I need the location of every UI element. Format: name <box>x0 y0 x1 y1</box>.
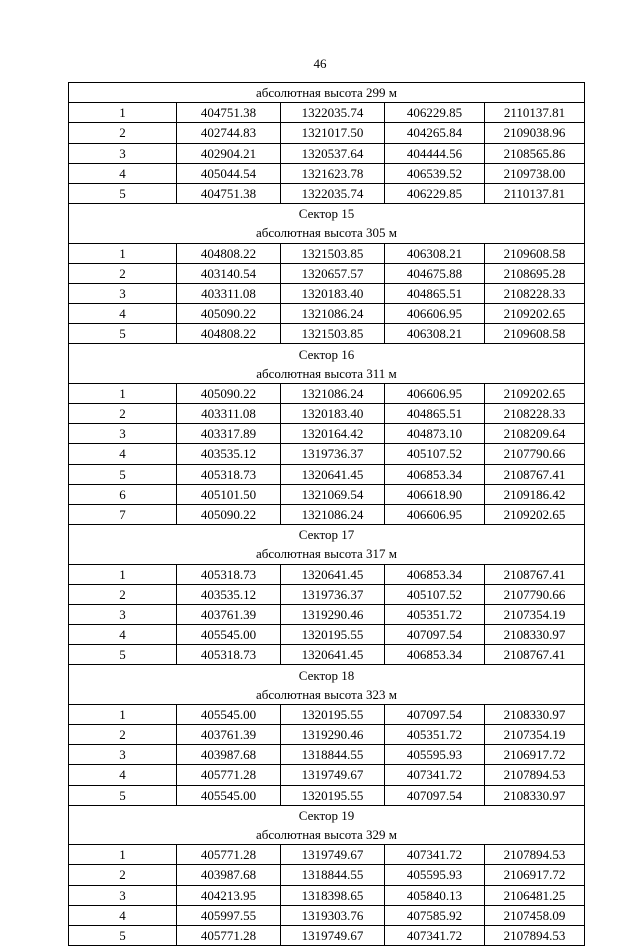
coord-x1-cell: 403311.08 <box>177 283 281 303</box>
coord-x2-cell: 406229.85 <box>385 183 485 203</box>
coord-y2-cell: 2107458.09 <box>485 905 585 925</box>
coord-y1-cell: 1321086.24 <box>281 383 385 403</box>
point-number-cell: 1 <box>69 564 177 584</box>
point-number-cell: 3 <box>69 424 177 444</box>
coord-x2-cell: 406308.21 <box>385 243 485 263</box>
coord-y2-cell: 2107354.19 <box>485 604 585 624</box>
point-number-cell: 3 <box>69 143 177 163</box>
point-number-cell: 1 <box>69 845 177 865</box>
coord-y2-cell: 2108228.33 <box>485 283 585 303</box>
coord-x2-cell: 406618.90 <box>385 484 485 504</box>
coord-x2-cell: 405107.52 <box>385 584 485 604</box>
coord-y1-cell: 1320641.45 <box>281 464 385 484</box>
point-number-cell: 1 <box>69 704 177 724</box>
table-row <box>69 383 585 403</box>
table-row <box>69 584 585 604</box>
altitude-row <box>69 364 585 384</box>
table-row <box>69 163 585 183</box>
table-row <box>69 905 585 925</box>
coord-x1-cell: 405771.28 <box>177 925 281 945</box>
coord-y2-cell: 2107894.53 <box>485 845 585 865</box>
point-number-cell: 5 <box>69 785 177 805</box>
table-row <box>69 424 585 444</box>
table-row <box>69 484 585 504</box>
coord-x1-cell: 404213.95 <box>177 885 281 905</box>
coord-y2-cell: 2108565.86 <box>485 143 585 163</box>
coord-y2-cell: 2106917.72 <box>485 745 585 765</box>
coord-y2-cell: 2107894.53 <box>485 925 585 945</box>
table-row <box>69 785 585 805</box>
coord-y1-cell: 1319749.67 <box>281 765 385 785</box>
coord-x1-cell: 405044.54 <box>177 163 281 183</box>
coord-x1-cell: 403317.89 <box>177 424 281 444</box>
sector-title: Сектор 19 <box>69 805 585 825</box>
coord-y1-cell: 1321017.50 <box>281 123 385 143</box>
coord-y1-cell: 1320641.45 <box>281 645 385 665</box>
coord-y2-cell: 2109608.58 <box>485 243 585 263</box>
coord-y2-cell: 2108209.64 <box>485 424 585 444</box>
altitude-label: абсолютная высота 311 м <box>69 364 585 384</box>
coord-y2-cell: 2108330.97 <box>485 785 585 805</box>
coord-x1-cell: 404808.22 <box>177 324 281 344</box>
coord-y2-cell: 2106481.25 <box>485 885 585 905</box>
coord-x2-cell: 406308.21 <box>385 324 485 344</box>
coord-x1-cell: 403987.68 <box>177 865 281 885</box>
coord-y1-cell: 1320183.40 <box>281 283 385 303</box>
point-number-cell: 4 <box>69 163 177 183</box>
sector-header-row <box>69 204 585 224</box>
coord-x2-cell: 406539.52 <box>385 163 485 183</box>
coord-x2-cell: 406229.85 <box>385 103 485 123</box>
coord-y2-cell: 2108695.28 <box>485 263 585 283</box>
coord-x2-cell: 406853.34 <box>385 645 485 665</box>
coord-x1-cell: 403535.12 <box>177 584 281 604</box>
coord-x2-cell: 405595.93 <box>385 745 485 765</box>
table-row <box>69 183 585 203</box>
table-row <box>69 324 585 344</box>
coord-x2-cell: 407585.92 <box>385 905 485 925</box>
coord-x2-cell: 405351.72 <box>385 725 485 745</box>
coord-y2-cell: 2108767.41 <box>485 464 585 484</box>
table-row <box>69 645 585 665</box>
point-number-cell: 3 <box>69 604 177 624</box>
coord-y2-cell: 2108767.41 <box>485 645 585 665</box>
point-number-cell: 7 <box>69 504 177 524</box>
coord-x2-cell: 404873.10 <box>385 424 485 444</box>
sector-title: Сектор 16 <box>69 344 585 364</box>
coord-x1-cell: 403140.54 <box>177 263 281 283</box>
coord-y2-cell: 2109038.96 <box>485 123 585 143</box>
coord-y1-cell: 1322035.74 <box>281 183 385 203</box>
altitude-label: абсолютная высота 329 м <box>69 825 585 845</box>
altitude-row <box>69 544 585 564</box>
point-number-cell: 2 <box>69 263 177 283</box>
table-row <box>69 725 585 745</box>
coord-x2-cell: 404675.88 <box>385 263 485 283</box>
coord-x2-cell: 404865.51 <box>385 404 485 424</box>
coord-x2-cell: 406853.34 <box>385 564 485 584</box>
coord-y2-cell: 2108330.97 <box>485 704 585 724</box>
altitude-label: абсолютная высота 305 м <box>69 223 585 243</box>
sector-title: Сектор 15 <box>69 204 585 224</box>
table-row <box>69 123 585 143</box>
coord-x1-cell: 404751.38 <box>177 183 281 203</box>
table-row <box>69 885 585 905</box>
coord-x1-cell: 405090.22 <box>177 304 281 324</box>
coord-y2-cell: 2108228.33 <box>485 404 585 424</box>
coord-x1-cell: 405545.00 <box>177 704 281 724</box>
coord-y1-cell: 1321069.54 <box>281 484 385 504</box>
table-row <box>69 103 585 123</box>
coord-y1-cell: 1319749.67 <box>281 925 385 945</box>
table-row <box>69 444 585 464</box>
point-number-cell: 3 <box>69 283 177 303</box>
point-number-cell: 3 <box>69 885 177 905</box>
coord-x1-cell: 403987.68 <box>177 745 281 765</box>
coord-x1-cell: 405101.50 <box>177 484 281 504</box>
coord-x1-cell: 405771.28 <box>177 765 281 785</box>
table-row <box>69 283 585 303</box>
coord-y2-cell: 2107790.66 <box>485 444 585 464</box>
point-number-cell: 4 <box>69 905 177 925</box>
coord-y2-cell: 2109738.00 <box>485 163 585 183</box>
coord-y2-cell: 2107790.66 <box>485 584 585 604</box>
coord-y1-cell: 1319303.76 <box>281 905 385 925</box>
coord-y2-cell: 2109186.42 <box>485 484 585 504</box>
coord-y1-cell: 1319290.46 <box>281 725 385 745</box>
altitude-row <box>69 825 585 845</box>
coord-x1-cell: 402904.21 <box>177 143 281 163</box>
coordinates-table-body <box>69 83 585 946</box>
coord-x2-cell: 407097.54 <box>385 704 485 724</box>
point-number-cell: 2 <box>69 865 177 885</box>
coord-x2-cell: 405595.93 <box>385 865 485 885</box>
point-number-cell: 1 <box>69 103 177 123</box>
coord-x2-cell: 405840.13 <box>385 885 485 905</box>
altitude-label: абсолютная высота 323 м <box>69 685 585 705</box>
coord-y1-cell: 1320195.55 <box>281 704 385 724</box>
coord-x2-cell: 407341.72 <box>385 925 485 945</box>
coord-y2-cell: 2109608.58 <box>485 324 585 344</box>
coord-y1-cell: 1320195.55 <box>281 785 385 805</box>
coord-y1-cell: 1321086.24 <box>281 504 385 524</box>
coord-y1-cell: 1321503.85 <box>281 324 385 344</box>
coord-x2-cell: 406606.95 <box>385 304 485 324</box>
coord-y1-cell: 1320537.64 <box>281 143 385 163</box>
point-number-cell: 2 <box>69 404 177 424</box>
coord-x1-cell: 405090.22 <box>177 504 281 524</box>
coord-y1-cell: 1321503.85 <box>281 243 385 263</box>
coord-x1-cell: 405318.73 <box>177 464 281 484</box>
coord-y1-cell: 1319736.37 <box>281 584 385 604</box>
coord-x1-cell: 402744.83 <box>177 123 281 143</box>
page-number: 46 <box>313 56 327 71</box>
coord-y1-cell: 1318844.55 <box>281 745 385 765</box>
altitude-row <box>69 685 585 705</box>
coord-x1-cell: 404751.38 <box>177 103 281 123</box>
coord-y2-cell: 2109202.65 <box>485 504 585 524</box>
coord-x1-cell: 405545.00 <box>177 785 281 805</box>
coord-y1-cell: 1320641.45 <box>281 564 385 584</box>
sector-header-row <box>69 665 585 685</box>
point-number-cell: 2 <box>69 725 177 745</box>
coord-y1-cell: 1320183.40 <box>281 404 385 424</box>
point-number-cell: 5 <box>69 464 177 484</box>
coord-y1-cell: 1320657.57 <box>281 263 385 283</box>
coord-x2-cell: 407341.72 <box>385 765 485 785</box>
coord-x2-cell: 406606.95 <box>385 383 485 403</box>
coord-x1-cell: 405997.55 <box>177 905 281 925</box>
point-number-cell: 2 <box>69 123 177 143</box>
coord-y2-cell: 2110137.81 <box>485 183 585 203</box>
coord-y1-cell: 1319749.67 <box>281 845 385 865</box>
point-number-cell: 6 <box>69 484 177 504</box>
coord-x1-cell: 403311.08 <box>177 404 281 424</box>
coord-y2-cell: 2106917.72 <box>485 865 585 885</box>
table-row <box>69 925 585 945</box>
point-number-cell: 5 <box>69 183 177 203</box>
sector-title: Сектор 18 <box>69 665 585 685</box>
coord-y2-cell: 2109202.65 <box>485 304 585 324</box>
coord-x2-cell: 405107.52 <box>385 444 485 464</box>
coord-x1-cell: 403761.39 <box>177 604 281 624</box>
altitude-row <box>69 223 585 243</box>
coord-y2-cell: 2107354.19 <box>485 725 585 745</box>
table-row <box>69 745 585 765</box>
table-row <box>69 765 585 785</box>
coord-x2-cell: 405351.72 <box>385 604 485 624</box>
point-number-cell: 4 <box>69 304 177 324</box>
table-row <box>69 464 585 484</box>
coord-y1-cell: 1318398.65 <box>281 885 385 905</box>
table-row <box>69 564 585 584</box>
point-number-cell: 1 <box>69 243 177 263</box>
sector-header-row <box>69 344 585 364</box>
point-number-cell: 3 <box>69 745 177 765</box>
table-row <box>69 625 585 645</box>
altitude-label: абсолютная высота 317 м <box>69 544 585 564</box>
coord-y1-cell: 1321623.78 <box>281 163 385 183</box>
coord-x2-cell: 407097.54 <box>385 785 485 805</box>
table-row <box>69 504 585 524</box>
coord-x1-cell: 405545.00 <box>177 625 281 645</box>
coord-y2-cell: 2108330.97 <box>485 625 585 645</box>
coord-x2-cell: 404865.51 <box>385 283 485 303</box>
coord-x2-cell: 404444.56 <box>385 143 485 163</box>
coord-y2-cell: 2109202.65 <box>485 383 585 403</box>
coord-x1-cell: 405771.28 <box>177 845 281 865</box>
point-number-cell: 1 <box>69 383 177 403</box>
coord-y1-cell: 1319290.46 <box>281 604 385 624</box>
coord-y1-cell: 1322035.74 <box>281 103 385 123</box>
table-row <box>69 704 585 724</box>
point-number-cell: 5 <box>69 324 177 344</box>
coord-x2-cell: 406853.34 <box>385 464 485 484</box>
coordinates-table <box>68 82 585 946</box>
altitude-row <box>69 83 585 103</box>
coord-y2-cell: 2108767.41 <box>485 564 585 584</box>
point-number-cell: 5 <box>69 645 177 665</box>
table-row <box>69 404 585 424</box>
coord-y1-cell: 1320195.55 <box>281 625 385 645</box>
coord-y1-cell: 1320164.42 <box>281 424 385 444</box>
table-row <box>69 845 585 865</box>
point-number-cell: 4 <box>69 765 177 785</box>
coord-x2-cell: 407097.54 <box>385 625 485 645</box>
table-row <box>69 143 585 163</box>
coord-x1-cell: 405090.22 <box>177 383 281 403</box>
coord-x1-cell: 405318.73 <box>177 564 281 584</box>
sector-title: Сектор 17 <box>69 525 585 545</box>
coord-x2-cell: 406606.95 <box>385 504 485 524</box>
coord-y2-cell: 2107894.53 <box>485 765 585 785</box>
table-row <box>69 304 585 324</box>
point-number-cell: 2 <box>69 584 177 604</box>
point-number-cell: 4 <box>69 625 177 645</box>
table-row <box>69 263 585 283</box>
coord-x2-cell: 404265.84 <box>385 123 485 143</box>
coord-x1-cell: 403761.39 <box>177 725 281 745</box>
table-row <box>69 604 585 624</box>
coord-x1-cell: 403535.12 <box>177 444 281 464</box>
coord-y1-cell: 1319736.37 <box>281 444 385 464</box>
coord-y2-cell: 2110137.81 <box>485 103 585 123</box>
point-number-cell: 4 <box>69 444 177 464</box>
table-row <box>69 243 585 263</box>
coord-y1-cell: 1321086.24 <box>281 304 385 324</box>
sector-header-row <box>69 525 585 545</box>
coord-x2-cell: 407341.72 <box>385 845 485 865</box>
coord-x1-cell: 405318.73 <box>177 645 281 665</box>
coord-y1-cell: 1318844.55 <box>281 865 385 885</box>
coord-x1-cell: 404808.22 <box>177 243 281 263</box>
point-number-cell: 5 <box>69 925 177 945</box>
sector-header-row <box>69 805 585 825</box>
altitude-label: абсолютная высота 299 м <box>69 83 585 103</box>
table-row <box>69 865 585 885</box>
